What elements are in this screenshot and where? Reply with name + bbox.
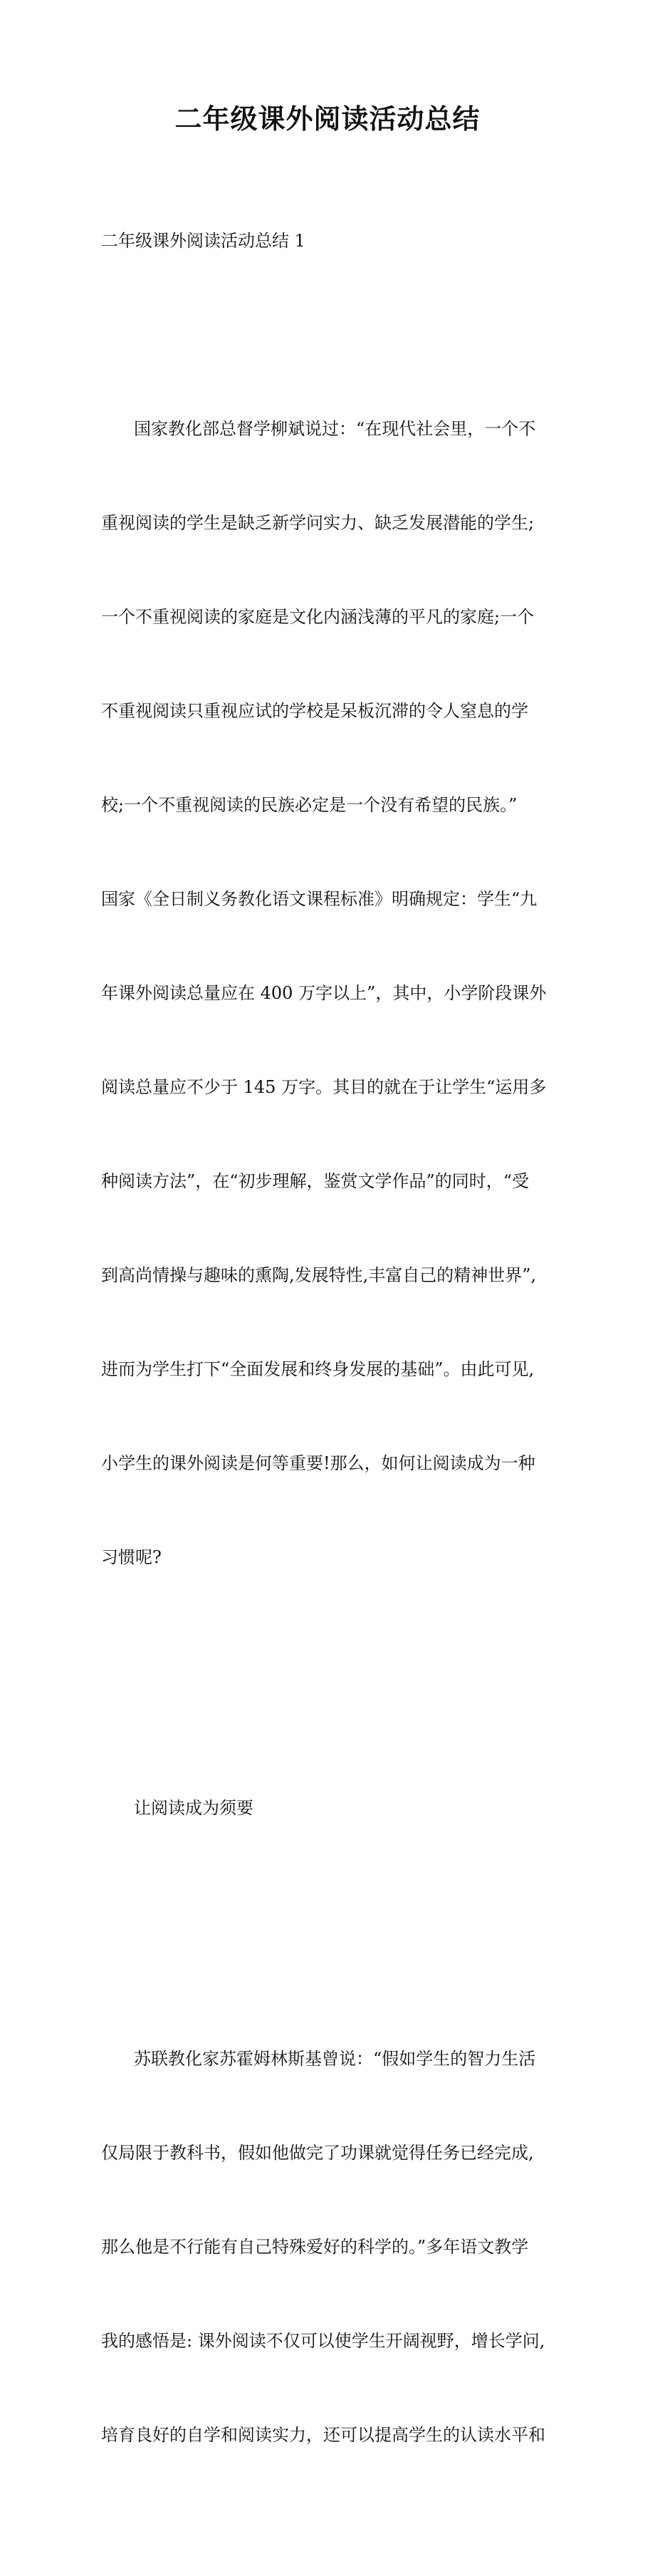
section-heading: 二年级课外阅读活动总结 1 [101,231,305,251]
paragraph-line: 重视阅读的学生是缺乏新学问实力、缺乏发展潜能的学生; [101,513,535,533]
paragraph-line: 苏联教化家苏霍姆林斯基曾说：“假如学生的智力生活 [134,2049,536,2069]
paragraph-3 [101,1980,564,2513]
paragraph-line: 阅读总量应不少于 145 万字。其目的就在于让学生“运用多 [101,1077,547,1097]
document-title: 二年级课外阅读活动总结 [174,103,481,135]
paragraph-line: 种阅读方法”，在“初步理解，鉴赏文学作品”的同时，“受 [101,1171,530,1191]
paragraph-line: 年课外阅读总量应在 400 万字以上”，其中，小学阶段课外 [101,983,547,1003]
paragraph-line: 一个不重视阅读的家庭是文化内涵浅薄的平凡的家庭;一个 [101,607,535,627]
paragraph-line: 小学生的课外阅读是何等重要!那么，如何让阅读成为一种 [101,1453,535,1473]
paragraph-line: 那么他是不行能有自己特殊爱好的科学的。”多年语文教学 [101,2237,529,2257]
paragraph-line: 到高尚情操与趣味的熏陶,发展特性,丰富自己的精神世界”, [101,1265,537,1285]
paragraph-line: 习惯呢? [101,1547,162,1567]
paragraph-line: 进而为学生打下“全面发展和终身发展的基础”。由此可见, [101,1359,535,1379]
paragraph-line: 仅局限于教科书，假如他做完了功课就觉得任务已经完成, [101,2143,534,2163]
subheading-line: 让阅读成为须要 [134,1798,253,1818]
paragraph-line: 校;一个不重视阅读的民族必定是一个没有希望的民族。” [101,795,518,815]
paragraph-2 [101,1730,564,1886]
document-body [101,162,564,2576]
paragraph-line: 国家教化部总督学柳斌说过：“在现代社会里，一个不 [134,419,536,439]
paragraph-line: 不重视阅读只重视应试的学校是呆板沉滞的令人窒息的学 [101,701,528,721]
paragraph-line: 培育良好的自学和阅读实力，还可以提高学生的认读水平和 [101,2425,545,2445]
paragraph-line: 国家《全日制义务教化语文课程标准》明确规定：学生“九 [101,889,538,909]
paragraph-line: 我的感悟是: 课外阅读不仅可以使学生开阔视野，增长学问, [101,2331,545,2351]
paragraph-1 [101,350,564,1636]
